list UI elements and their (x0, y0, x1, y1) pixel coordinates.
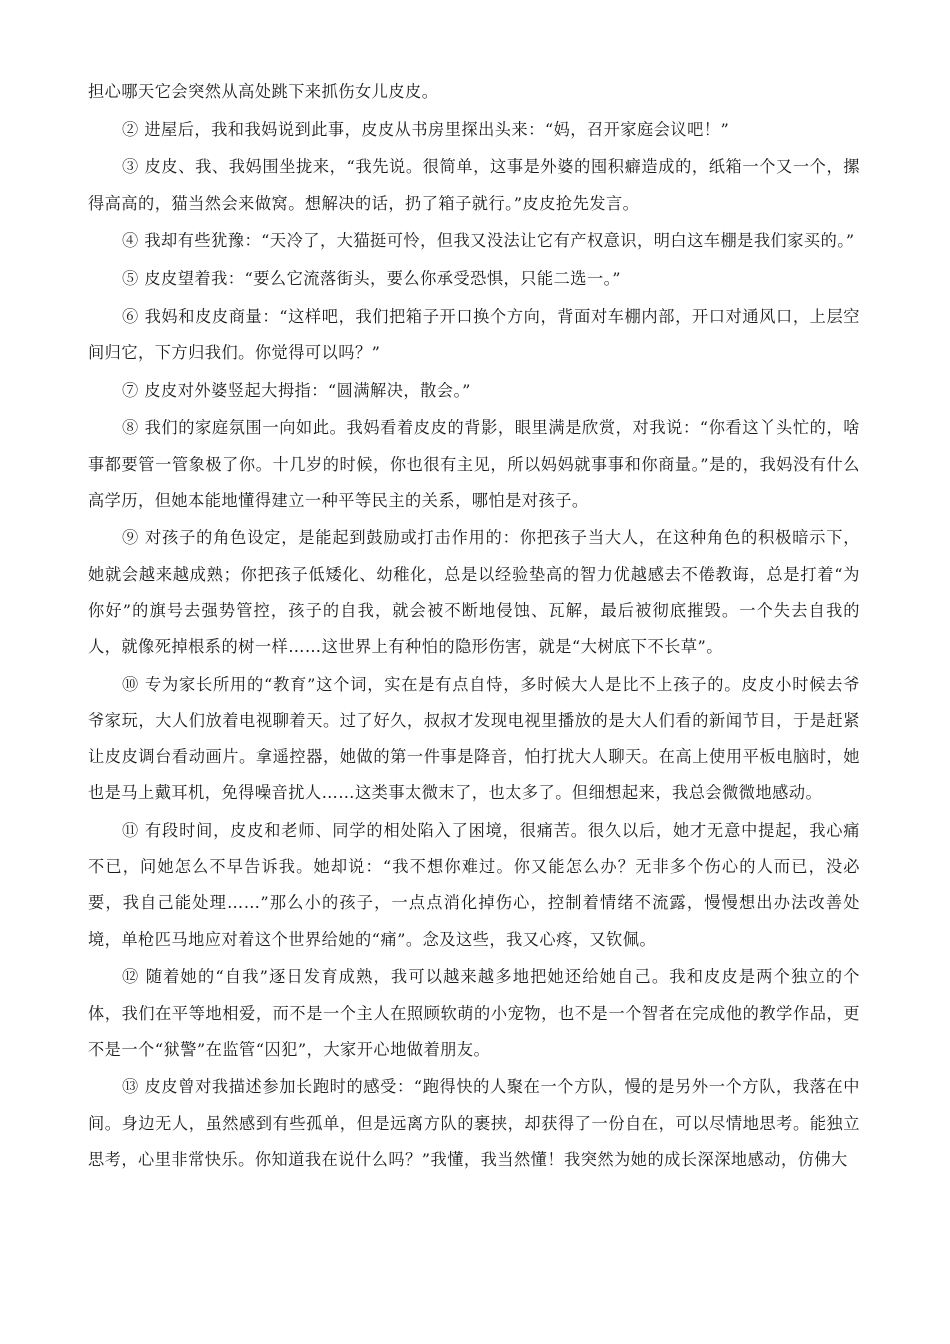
paragraph: ⑤ 皮皮望着我：“要么它流落街头，要么你承受恐惧，只能二选一。” (122, 269, 622, 289)
paragraph: ⑬ 皮皮曾对我描述参加长跑时的感受：“跑得快的人聚在一个方队，慢的是另外一个方队，我落在中间。身边无人，虽然感到有些孤单，但是远离方队的裹挟，却获得了一份自在，可以尽情地思考。能独立思考，心里非常快乐。你知道我在说什么吗？”我懂，我当然懂！我突然为她的成长深深地感动，仿佛大 (88, 1077, 860, 1169)
paragraph: ⑪ 有段时间，皮皮和老师、同学的相处陷入了困境，很痛苦。很久以后，她才无意中提起，我心痛不已，问她怎么不早告诉我。她却说：“我不想你难过。你又能怎么办？无非多个伤心的人而已，没必要，我自己能处理……”那么小的孩子，一点点消化掉伤心，控制着情绪不流露，慢慢想出办法改善处境，单枪匹马地应对着这个世界给她的“痛”。念及这些，我又心疼，又钦佩。 (88, 821, 860, 949)
paragraph: ⑧ 我们的家庭氛围一向如此。我妈看着皮皮的背影，眼里满是欣赏，对我说：“你看这丫头忙的，啥事都要管一管象极了你。十几岁的时候，你也很有主见，所以妈妈就事事和你商量。”是的，我妈没有什么高学历，但她本能地懂得建立一种平等民主的关系，哪怕是对孩子。 (88, 418, 860, 510)
paragraph: ⑩ 专为家长所用的“教育”这个词，实在是有点自恃，多时候大人是比不上孩子的。皮皮小时候去爷爷家玩，大人们放着电视聊着天。过了好久，叔叔才发现电视里播放的是大人们看的新闻节目，于是赶紧让皮皮调台看动画片。拿遥控器，她做的第一件事是降音，怕打扰大人聊天。在高上使用平板电脑时，她也是马上戴耳机，免得噪音扰人……这类事太微末了，也太多了。但细想起来，我总会微微地感动。 (88, 674, 860, 803)
paragraph: ⑦ 皮皮对外婆竖起大拇指：“圆满解决，散会。” (122, 380, 471, 400)
paragraph: ⑫ 随着她的“自我”逐日发育成熟，我可以越来越多地把她还给她自己。我和皮皮是两个独立的个体，我们在平等地相爱，而不是一个主人在照顾软萌的小宠物，也不是一个智者在完成他的教学作品，更不是一个“狱警”在监管“囚犯”，大家开心地做着朋友。 (88, 967, 860, 1059)
paragraph: ⑥ 我妈和皮皮商量：“这样吧，我们把箱子开口换个方向，背面对车棚内部，开口对通风口，上层空间归它，下方归我们。你觉得可以吗？” (88, 306, 860, 362)
paragraph: ⑨ 对孩子的角色设定，是能起到鼓励或打击作用的：你把孩子当大人，在这种角色的积极暗示下，她就会越来越成熟；你把孩子低矮化、幼稚化，总是以经验垫高的智力优越感去不倦教诲，总是打着“为你好”的旗号去强势管控，孩子的自我，就会被不断地侵蚀、瓦解，最后被彻底摧毁。一个失去自我的人，就像死掉根系的树一样……这世界上有种怕的隐形伤害，就是“大树底下不长草”。 (88, 528, 860, 657)
paragraph: ③ 皮皮、我、我妈围坐拢来，“我先说。很简单，这事是外婆的囤积癖造成的，纸箱一个又一个，摞得高高的，猫当然会来做窝。想解决的话，扔了箱子就行。”皮皮抢先发言。 (88, 157, 860, 213)
paragraph: ④ 我却有些犹豫：“天冷了，大猫挺可怜，但我又没法让它有产权意识，明白这车棚是我们家买的。” (122, 231, 855, 251)
paragraph: ② 进屋后，我和我妈说到此事，皮皮从书房里探出头来：“妈，召开家庭会议吧！” (122, 119, 730, 139)
paragraph: 担心哪天它会突然从高处跳下来抓伤女儿皮皮。 (88, 82, 439, 101)
document-page (88, 74, 860, 1180)
